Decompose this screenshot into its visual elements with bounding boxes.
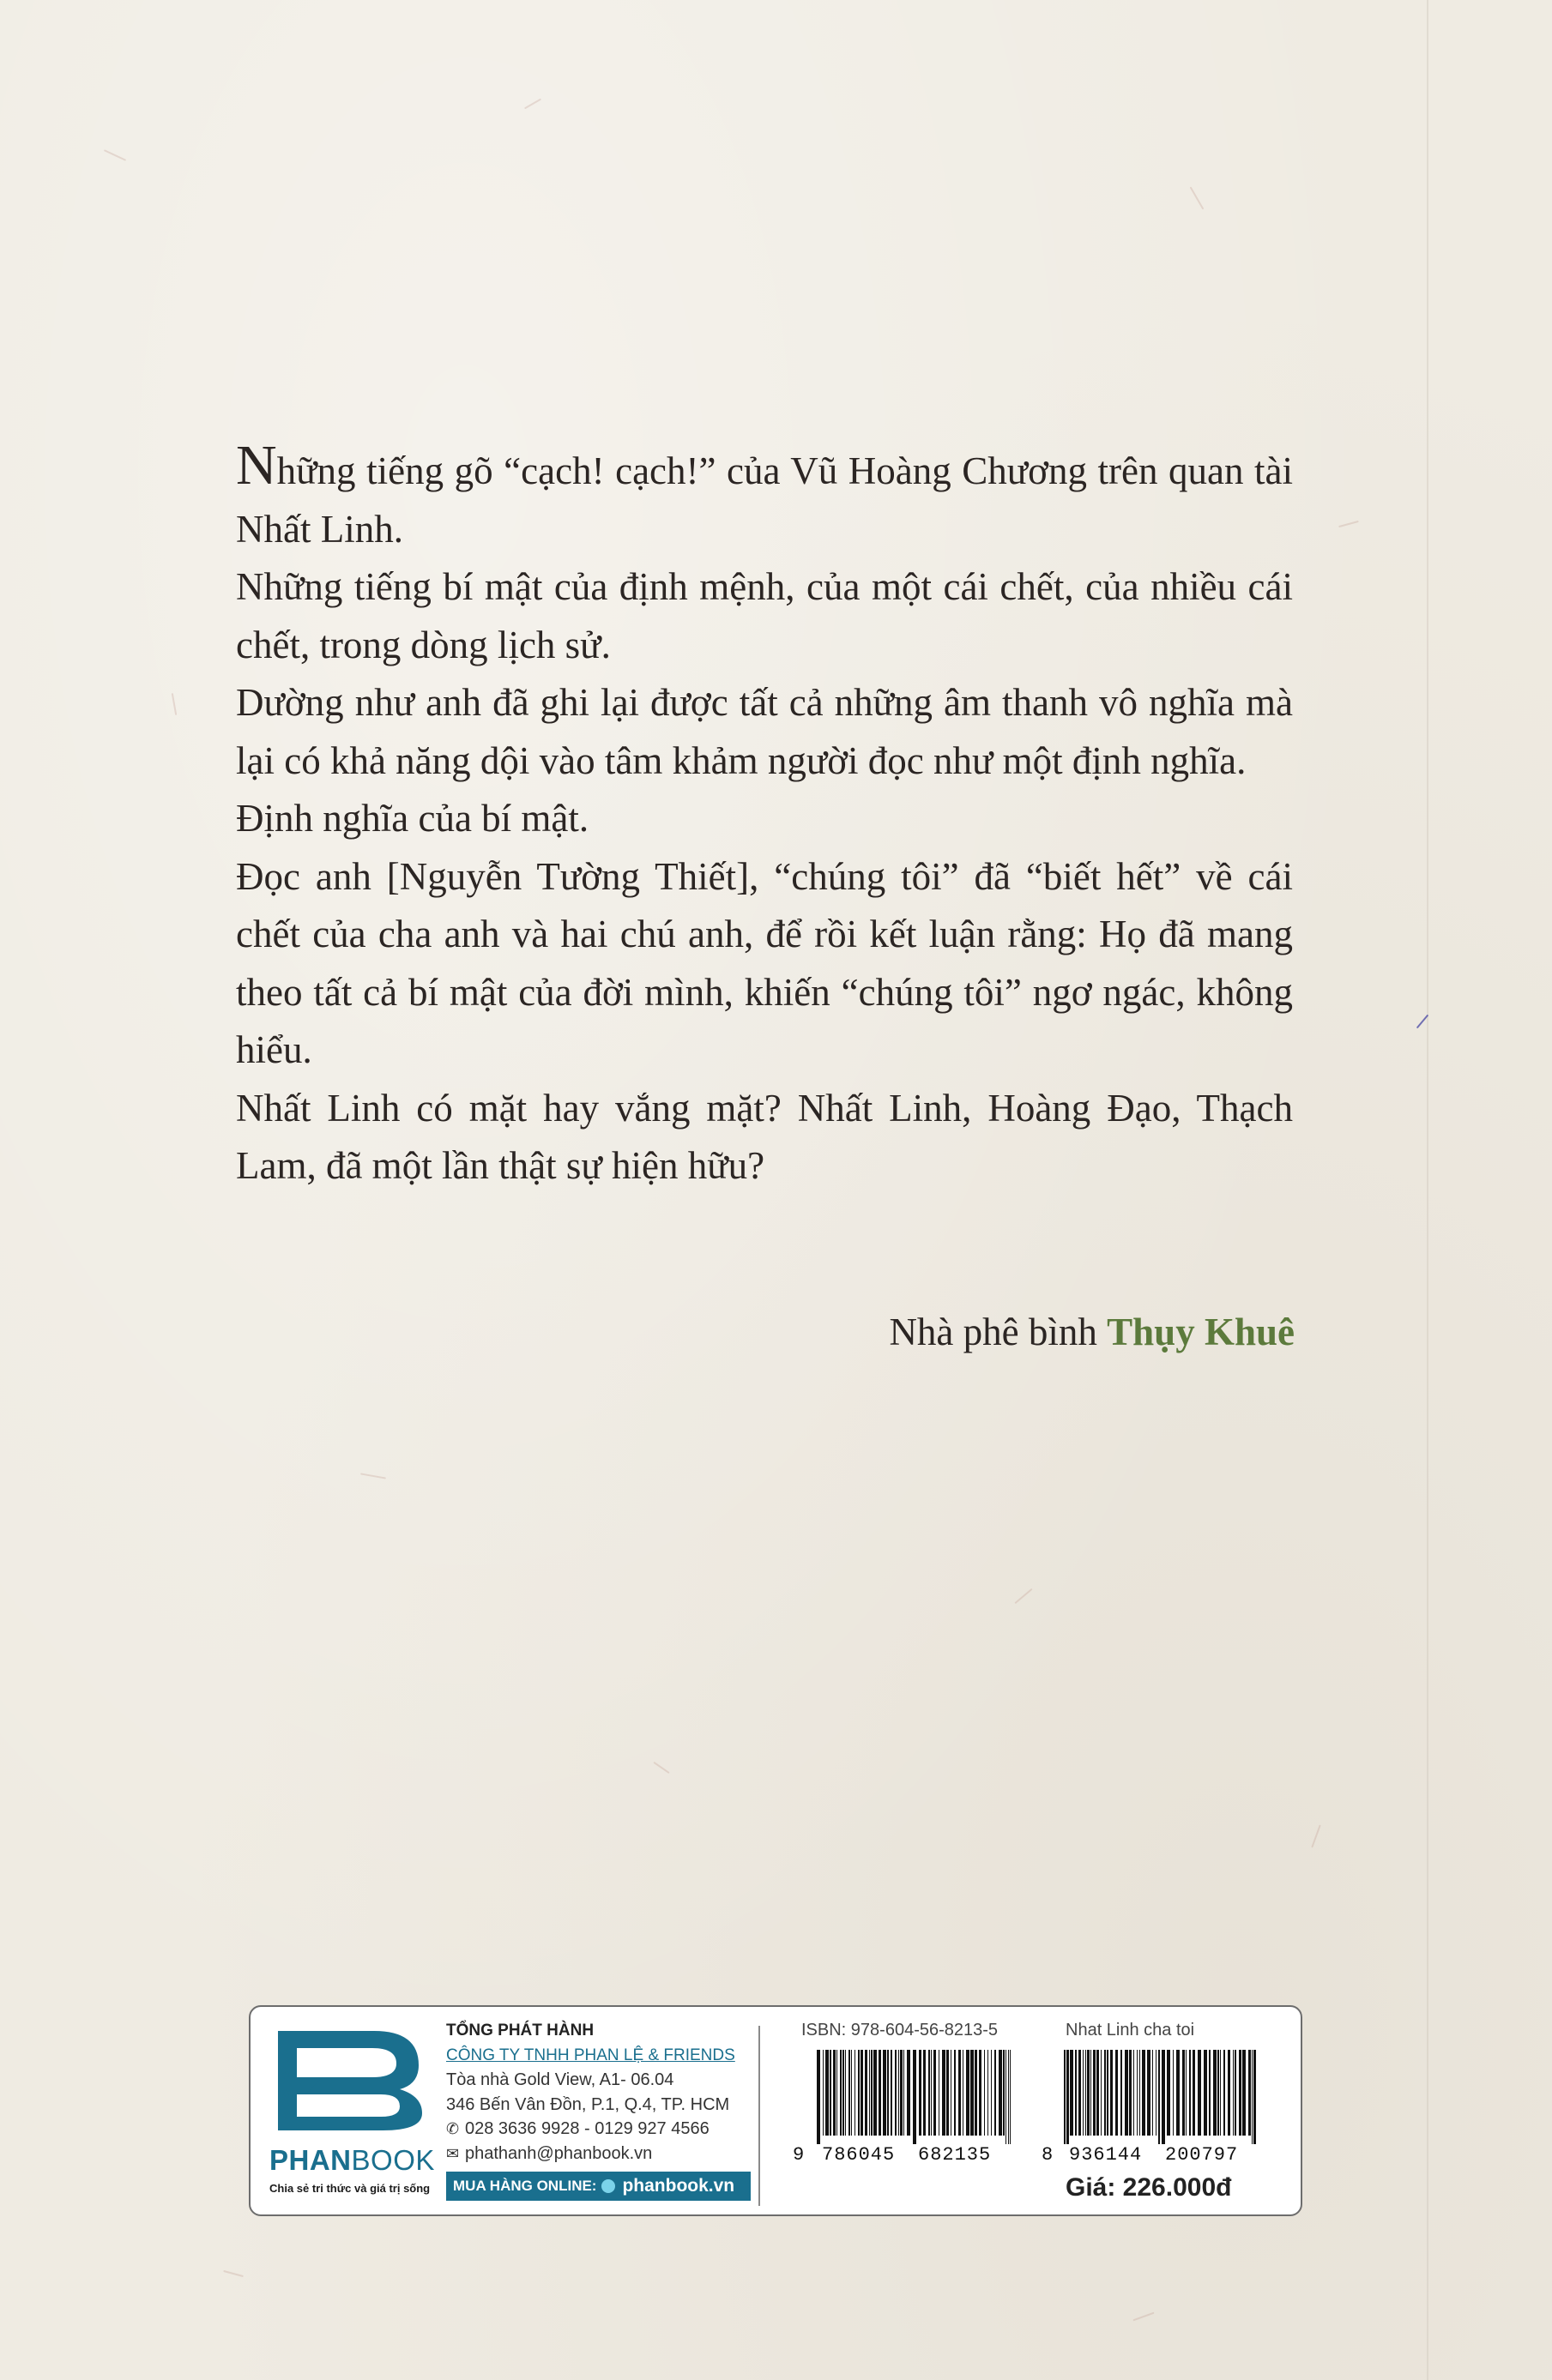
barcode-bar bbox=[887, 2050, 889, 2136]
isbn-digits-right: 682135 bbox=[918, 2144, 992, 2166]
barcode-bar bbox=[891, 2050, 892, 2136]
price-label: Giá: 226.000đ bbox=[1066, 2173, 1232, 2202]
barcode-bar bbox=[942, 2050, 945, 2136]
barcode-bar bbox=[1253, 2050, 1256, 2144]
barcode-bar bbox=[987, 2050, 988, 2136]
panel-divider bbox=[758, 2026, 760, 2206]
paper-fiber bbox=[1132, 2312, 1154, 2322]
barcode-bar bbox=[1198, 2050, 1201, 2136]
barcode-bar bbox=[836, 2050, 837, 2136]
barcode-bar bbox=[1189, 2050, 1191, 2136]
barcode-bar bbox=[1093, 2050, 1096, 2136]
barcode-bar bbox=[895, 2050, 897, 2136]
barcode-bar bbox=[873, 2050, 877, 2136]
barcode-bar bbox=[1142, 2050, 1145, 2136]
barcode-bar bbox=[1125, 2050, 1128, 2136]
publisher-details bbox=[446, 2019, 735, 2166]
barcode-bar bbox=[1107, 2050, 1108, 2136]
barcode-bar bbox=[979, 2050, 981, 2136]
barcode-bar bbox=[1162, 2050, 1165, 2144]
isbn-barcode bbox=[817, 2050, 1012, 2144]
blurb-paragraph-2: Những tiếng bí mật của định mệnh, của một cái chết, của nhiều cái chết, trong dòng lịch sử. bbox=[236, 565, 1293, 666]
isbn-lead-digit: 9 bbox=[793, 2144, 806, 2166]
barcode-bar bbox=[1120, 2050, 1122, 2136]
paper-fiber bbox=[223, 2270, 244, 2277]
barcode-bar bbox=[946, 2050, 949, 2136]
blurb-paragraph-4: Định nghĩa của bí mật. bbox=[236, 797, 589, 840]
attribution bbox=[889, 1310, 1295, 1354]
barcode-bar bbox=[1083, 2050, 1084, 2136]
isbn-digits-left: 786045 bbox=[822, 2144, 896, 2166]
barcode-bar bbox=[898, 2050, 899, 2136]
spine-fold bbox=[1427, 0, 1428, 2380]
barcode-bar bbox=[851, 2050, 852, 2136]
publisher-info-panel bbox=[249, 2005, 1302, 2216]
barcode-bar bbox=[1139, 2050, 1140, 2136]
barcode-bar bbox=[871, 2050, 873, 2136]
logo-wordmark bbox=[269, 2144, 435, 2177]
product-barcode bbox=[1064, 2050, 1259, 2144]
phanbook-logo-icon bbox=[271, 2024, 426, 2136]
barcode-bar bbox=[984, 2050, 985, 2136]
barcode-bar bbox=[858, 2050, 860, 2136]
paper-fiber bbox=[653, 1762, 669, 1774]
barcode-bar bbox=[1101, 2050, 1102, 2136]
isbn-label: ISBN: 978-604-56-8213-5 bbox=[801, 2021, 999, 2040]
paper-fiber bbox=[1190, 187, 1205, 210]
barcode-bar bbox=[1147, 2050, 1150, 2136]
product-digits-right: 200797 bbox=[1165, 2144, 1239, 2166]
barcode-bar bbox=[1075, 2050, 1077, 2136]
barcode-bar bbox=[825, 2050, 829, 2136]
product-digits-left: 936144 bbox=[1069, 2144, 1143, 2166]
barcode-bar bbox=[1096, 2050, 1099, 2136]
barcode-bar bbox=[1010, 2050, 1011, 2144]
barcode-bar bbox=[999, 2050, 1002, 2136]
distributor-header: TỔNG PHÁT HÀNH bbox=[446, 2021, 595, 2040]
barcode-bar bbox=[933, 2050, 936, 2136]
barcode-bar bbox=[1235, 2050, 1236, 2136]
envelope-icon: ✉ bbox=[446, 2144, 460, 2162]
paper-fiber bbox=[360, 1473, 386, 1479]
barcode-bar bbox=[923, 2050, 926, 2136]
barcode-bar bbox=[1239, 2050, 1241, 2136]
barcode-bar bbox=[1152, 2050, 1153, 2136]
barcode-bar bbox=[1003, 2050, 1005, 2136]
barcode-bar bbox=[1186, 2050, 1187, 2136]
paper-fiber bbox=[1311, 1825, 1320, 1848]
paper-fiber bbox=[172, 693, 177, 715]
barcode-bar bbox=[1129, 2050, 1132, 2136]
barcode-bar bbox=[903, 2050, 904, 2136]
barcode-bar bbox=[865, 2050, 867, 2136]
barcode-bar bbox=[1242, 2050, 1246, 2136]
barcode-bar bbox=[1220, 2050, 1221, 2136]
barcode-bar bbox=[1248, 2050, 1251, 2136]
blurb-text: hững tiếng gõ “cạch! cạch!” của Vũ Hoàng Chương trên quan tài Nhất Linh. bbox=[236, 449, 1293, 551]
barcode-bar bbox=[1182, 2050, 1185, 2136]
blurb-paragraph-6: Nhất Linh có mặt hay vắng mặt? Nhất Linh, Hoàng Đạo, Thạch Lam, đã một lần thật sự hiện hữu? bbox=[236, 1086, 1293, 1187]
barcode-bar bbox=[1217, 2050, 1219, 2136]
barcode-bar bbox=[879, 2050, 881, 2136]
product-barcode-label: Nhat Linh cha toi bbox=[1066, 2021, 1195, 2040]
attribution-name: Thụy Khuê bbox=[1107, 1311, 1295, 1353]
barcode-bar bbox=[842, 2050, 844, 2136]
barcode-bar bbox=[861, 2050, 863, 2136]
barcode-bar bbox=[958, 2050, 961, 2136]
barcode-bar bbox=[1233, 2050, 1234, 2136]
address-line-2: 346 Bến Vân Đồn, P.1, Q.4, TP. HCM bbox=[446, 2094, 730, 2114]
barcode-bar bbox=[900, 2050, 903, 2136]
barcode-bar bbox=[919, 2050, 921, 2136]
barcode-bar bbox=[869, 2050, 870, 2136]
barcode-bar bbox=[1070, 2050, 1073, 2136]
barcode-bar bbox=[1005, 2050, 1006, 2144]
attribution-role: Nhà phê bình bbox=[889, 1311, 1097, 1353]
barcode-bar bbox=[817, 2050, 820, 2144]
barcode-bar bbox=[1066, 2050, 1069, 2144]
barcode-bar bbox=[931, 2050, 932, 2136]
barcode-bar bbox=[1115, 2050, 1118, 2136]
barcode-bar bbox=[883, 2050, 886, 2136]
barcode-bar bbox=[1193, 2050, 1195, 2136]
globe-icon bbox=[601, 2179, 615, 2193]
barcode-bar bbox=[848, 2050, 850, 2136]
phone-number: 028 3636 9928 - 0129 927 4566 bbox=[465, 2119, 710, 2138]
blurb-paragraph-1 bbox=[236, 434, 1293, 558]
barcode-bar bbox=[1204, 2050, 1207, 2136]
barcode-bar bbox=[1110, 2050, 1113, 2136]
barcode-bar bbox=[1087, 2050, 1090, 2136]
phone-line bbox=[446, 2117, 735, 2142]
product-lead-digit: 8 bbox=[1042, 2144, 1054, 2166]
phone-icon: ✆ bbox=[446, 2120, 460, 2137]
barcode-bar bbox=[975, 2050, 977, 2136]
logo-word-light: BOOK bbox=[351, 2144, 435, 2176]
barcode-bar bbox=[1090, 2050, 1091, 2136]
barcode-bar bbox=[1137, 2050, 1138, 2136]
barcode-bar bbox=[1228, 2050, 1230, 2136]
email-line bbox=[446, 2142, 735, 2166]
paper-fiber bbox=[104, 149, 126, 161]
barcode-bar bbox=[907, 2050, 910, 2136]
barcode-bar bbox=[1223, 2050, 1225, 2136]
barcode-bar bbox=[1085, 2050, 1086, 2136]
barcode-bar bbox=[1064, 2050, 1066, 2144]
barcode-bar bbox=[1078, 2050, 1081, 2136]
paper-fiber bbox=[1338, 521, 1359, 527]
barcode-bar bbox=[845, 2050, 846, 2136]
barcode-bar bbox=[1167, 2050, 1170, 2136]
barcode-bar bbox=[833, 2050, 836, 2136]
online-shop-bar bbox=[446, 2172, 751, 2201]
barcode-bar bbox=[1209, 2050, 1211, 2136]
barcode-bar bbox=[954, 2050, 956, 2136]
barcode-bar bbox=[1133, 2050, 1134, 2136]
online-label: MUA HÀNG ONLINE: bbox=[453, 2178, 597, 2194]
email-address: phathanh@phanbook.vn bbox=[465, 2143, 653, 2163]
barcode-bar bbox=[913, 2050, 916, 2144]
barcode-bar bbox=[1213, 2050, 1217, 2136]
logo-tagline: Chia sẻ tri thức và giá trị sống bbox=[269, 2182, 431, 2195]
barcode-bar bbox=[840, 2050, 842, 2136]
barcode-bar bbox=[1158, 2050, 1160, 2144]
barcode-bar bbox=[1008, 2050, 1009, 2144]
barcode-bar bbox=[966, 2050, 969, 2136]
barcode-bar bbox=[1176, 2050, 1180, 2136]
barcode-bar bbox=[1252, 2050, 1253, 2144]
company-name: CÔNG TY TNHH PHAN LỆ & FRIENDS bbox=[446, 2046, 735, 2064]
barcode-bar bbox=[823, 2050, 824, 2136]
paper-fiber bbox=[1014, 1588, 1032, 1604]
barcode-bar bbox=[1104, 2050, 1106, 2136]
barcode-bar bbox=[1173, 2050, 1174, 2136]
barcode-bar bbox=[928, 2050, 930, 2136]
drop-cap: N bbox=[236, 434, 277, 497]
barcode-bar bbox=[994, 2050, 996, 2136]
online-site: phanbook.vn bbox=[622, 2176, 735, 2196]
barcode-bar bbox=[830, 2050, 831, 2136]
logo-word-bold: PHAN bbox=[269, 2144, 352, 2176]
back-cover-blurb bbox=[236, 434, 1293, 1196]
barcode-bar bbox=[970, 2050, 974, 2136]
blurb-paragraph-5: Đọc anh [Nguyễn Tường Thiết], “chúng tôi” đã “biết hết” về cái chết của cha anh và hai chú anh, để rồi kết luận rằng: Họ đã mang theo tất cả bí mật của đời mình, khiến “chúng tôi” ngơ ngác, không hiểu. bbox=[236, 854, 1293, 1071]
barcode-bar bbox=[991, 2050, 992, 2136]
paper-fiber bbox=[524, 99, 541, 110]
blurb-paragraph-3: Dường như anh đã ghi lại được tất cả những âm thanh vô nghĩa mà lại có khả năng dội vào tâm khảm người đọc như một định nghĩa. bbox=[236, 681, 1293, 782]
address-line-1: Tòa nhà Gold View, A1- 06.04 bbox=[446, 2070, 674, 2089]
